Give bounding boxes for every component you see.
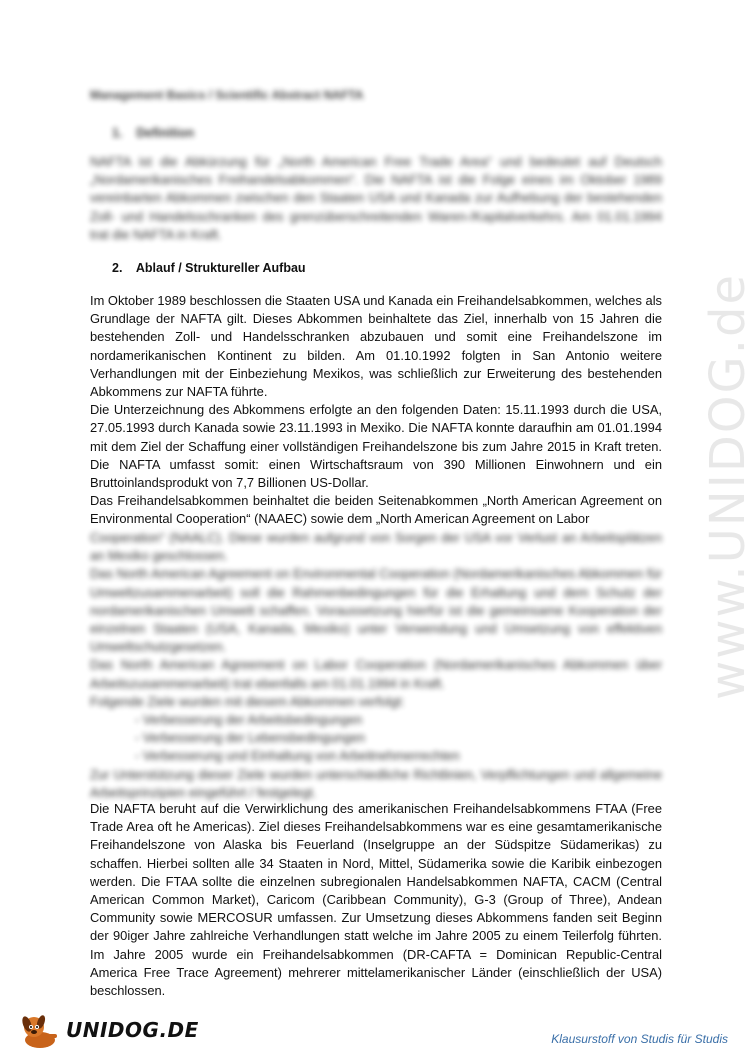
agreements-line-3: Das North American Agreement on Labor Cooperation (Nordamerikanisches Abkommen über Arbeitszusammenarbeit) trat ebenfalls am 01.01.1994 in Kraft. <box>90 657 662 691</box>
goal-item: - Verbesserung der Lebensbedingungen <box>135 729 662 747</box>
agreements-blurred-body <box>90 529 662 802</box>
agreements-intro-text: Das Freihandelsabkommen beinhaltet die beiden Seitenabkommen „North American Agreement on Environmental Cooperation“ (NAAEC) sowie dem „North American Agreement on Labor <box>90 493 662 527</box>
ftaa-paragraph: Die NAFTA beruht auf die Verwirklichung des amerikanischen Freihandelsabkommens FTAA (Free Trade Area oft he Americas). Ziel dieses Freihandelsabkommens war es eine gesamtamerikanische Freihandelszone von Alaska bis Feuerland (Inselgruppe an der Südspitze Südamerikas) zu schaffen. Hierbei sollten alle 34 Staaten in Nord, Mittel, Südamerika sowie die Karibik einbezogen werden. Die FTAA sollte die einzelnen subregionalen Handelsabkommen NAFTA, CACM (Central American Common Market), Caricom (Caribbean Community), G-3 (Group of Three), Andean Community sowie MERCOSUR umfassen. Zur Umsetzung dieses Abkommens fanden seit Beginn der 90iger Jahre zahlreiche Verhandlungen statt welche im Jahre 2005 zu einem Teilerfolg führten. Im Jahre 2005 wurde ein Freihandelsabkommen (DR-CAFTA = Dominican Republic-Central America Free Trace Agreement) mehrerer mittelamerikanischer Länder (einschließlich der USA) beschlossen. <box>90 801 662 999</box>
section-2-paragraph-1: Im Oktober 1989 beschlossen die Staaten USA und Kanada ein Freihandelsabkommen, welches als Grundlage der NAFTA gilt. Dieses Abkommen beinhaltete das Ziel, innerhalb von 15 Jahren die bestehenden Zoll- und Handelsschranken abzubauen und somit eine Freihandelszone im nordamerikanischen Kontinent zu bilden. Am 01.10.1992 folgten in San Antonio weitere Verhandlungen mit der Einbeziehung Mexikos, was schließlich zur Erweiterung des bestehenden Abkommens zur NAFTA führte. <box>90 293 662 400</box>
ftaa-section <box>90 800 662 1000</box>
section-2-body <box>90 292 662 492</box>
goals-list <box>90 711 662 766</box>
section-1-number: 1. <box>112 126 123 140</box>
watermark: www.UNIDOG.de <box>700 272 756 700</box>
logo-text: UNIDOG.DE <box>66 1018 199 1042</box>
section-1-heading <box>112 126 194 140</box>
section-1-title: Definition <box>136 126 194 140</box>
agreements-line-4: Folgende Ziele wurden mit diesem Abkommen verfolgt: <box>90 693 405 709</box>
section-2-title: Ablauf / Struktureller Aufbau <box>135 261 306 275</box>
agreements-intro <box>90 492 662 528</box>
section-2-number: 2. <box>112 261 123 275</box>
agreements-line-2: Das North American Agreement on Environmental Cooperation (Nordamerikanisches Abkommen für Umweltzusammenarbeit) soll die Rahmenbedingungen für die Erhaltung und dem Schutz der nordamerikanischen Umwelt schaffen. Voraussetzung hierfür ist die gemeinsame Kooperation der einzelnen Staaten (USA, Kanada, Mexiko) unter Verwendung und Umsetzung von effektiven Umweltschutzgesetzen. <box>90 566 662 655</box>
definition-text: NAFTA ist die Abkürzung für „North American Free Trade Area“ und bedeutet auf Deutsch „Nordamerikanisches Freihandelsabkommen“. Die NAFTA ist die Folge eines im Oktober 1989 vereinbarten Abkommen zwischen den Staaten USA und Kanada zur Aufhebung der bestehenden Zoll- und Handelsschranken des grenzüberschreitenden Waren-/Kapitalverkehrs. Am 01.01.1994 trat die NAFTA in Kraft. <box>90 154 662 242</box>
goal-item: - Verbesserung der Arbeitsbedingungen <box>135 711 662 729</box>
agreements-closing: Zur Unterstützung dieser Ziele wurden unterschiedliche Richtlinien, Verpflichtungen und allgemeine Arbeitsprinzipien eingeführt / festgelegt. <box>90 766 662 800</box>
section-2-paragraph-2: Die Unterzeichnung des Abkommens erfolgte an den folgenden Daten: 15.11.1993 durch die USA, 27.05.1993 durch Kanada sowie 23.11.1993 in Mexiko. Die NAFTA konnte daraufhin am 01.01.1994 mit dem Ziel der Schaffung einer vollständigen Freihandelszone bis zum Jahre 2015 in Kraft treten. Die NAFTA umfasst somit: einen Wirtschaftsraum von 390 Millionen Einwohnern und ein Bruttoinlandsprodukt von 7,7 Billionen US-Dollar. <box>90 402 662 491</box>
dog-mascot-icon <box>18 1010 62 1050</box>
section-1-paragraph <box>90 153 662 244</box>
goal-item: - Verbesserung und Einhaltung von Arbeitnehmerrechten <box>135 747 662 765</box>
document-title: Management Basics / Scientific Abstract NAFTA <box>90 88 364 102</box>
section-2-heading <box>112 261 306 275</box>
agreements-line-1: Cooperation“ (NAALC). Diese wurden aufgrund von Sorgen der USA vor Verlust an Arbeitsplätzen an Mexiko geschlossen. <box>90 530 662 564</box>
footer-tagline: Klausurstoff von Studis für Studis <box>551 1032 728 1046</box>
unidog-logo[interactable] <box>18 1010 199 1050</box>
